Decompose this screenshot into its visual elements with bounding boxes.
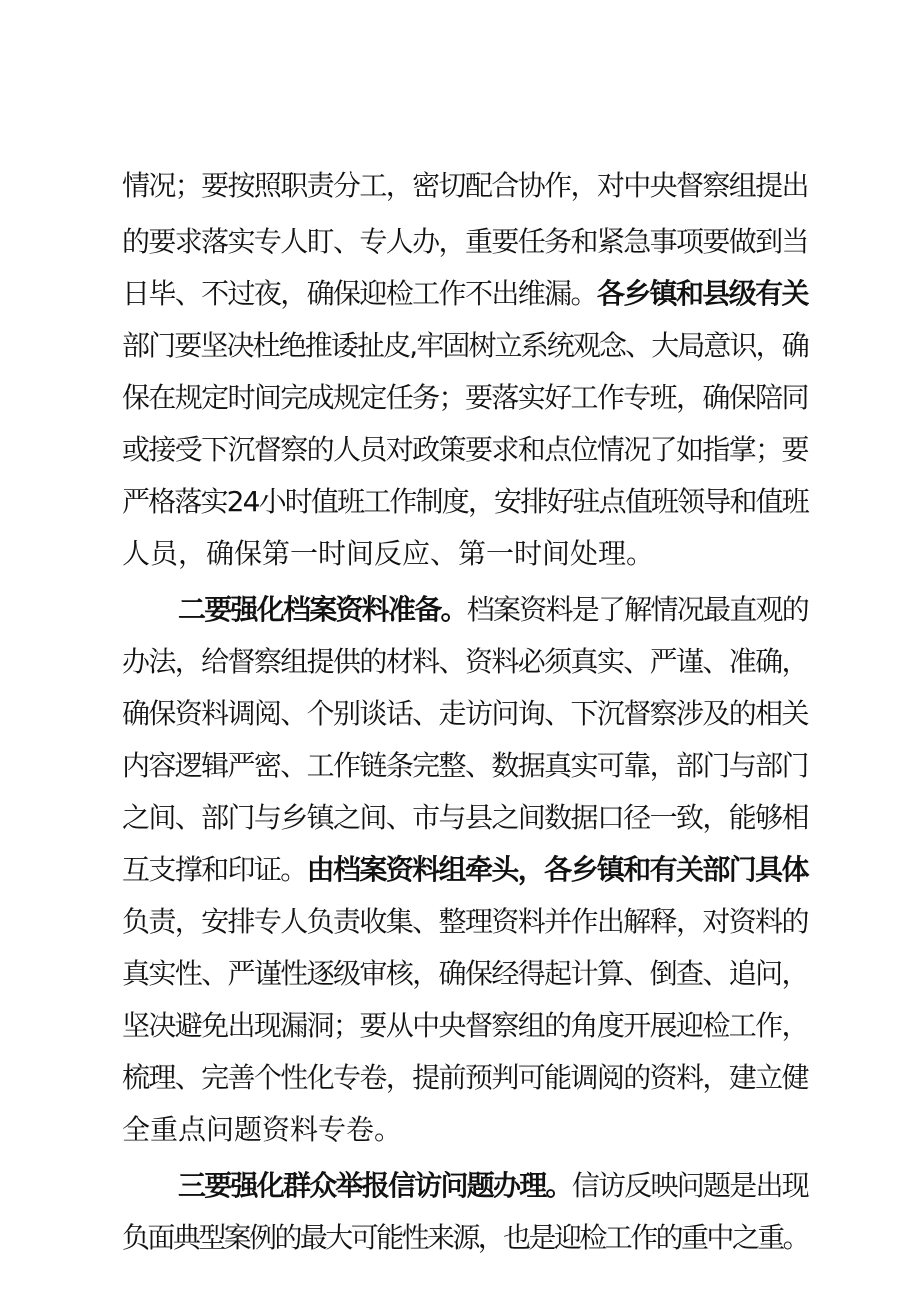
text-line: [122, 1112, 402, 1148]
text-line: [122, 644, 808, 680]
text-segment: 信访反映问题是出现: [571, 1169, 809, 1202]
text-segment: 部门要坚决杜绝推诿扯皮,牢固树立系统观念、大局意识，确: [122, 329, 808, 362]
text-line: [122, 956, 808, 992]
text-segment: 保在规定时间完成规定任务；要落实好工作专班，确保陪同: [122, 381, 808, 414]
text-segment-bold: 三要强化群众举报信访问题办理。: [178, 1169, 572, 1202]
text-segment: 档案资料是了解情况最直观的: [466, 593, 809, 626]
text-line: [122, 328, 808, 364]
text-segment: 负面典型案例的最大可能性来源，也是迎检工作的重中之重。: [122, 1221, 809, 1254]
text-segment: 的要求落实专人盯、专人办，重要任务和紧急事项要做到当: [122, 225, 808, 258]
text-line: [122, 1060, 808, 1096]
text-segment-bold: 由档案资料组牵头，各乡镇和有关部门具体: [306, 853, 808, 886]
text-line: [122, 852, 808, 888]
text-segment: 情况；要按照职责分工，密切配合协作，对中央督察组提出: [122, 169, 808, 202]
text-segment: 办法，给督察组提供的材料、资料必须真实、严谨、准确，: [122, 645, 808, 678]
text-line: [122, 1008, 808, 1044]
text-line: [122, 904, 808, 940]
text-segment: 人员，确保第一时间反应、第一时间处理。: [122, 537, 655, 570]
text-segment-bold: 二要强化档案资料准备。: [178, 593, 467, 626]
text-line: [178, 592, 808, 628]
text-line: [122, 432, 808, 468]
text-line: [122, 168, 808, 204]
text-segment: 互支撑和印证。: [122, 853, 307, 886]
text-segment: 日毕、不过夜，确保迎检工作不出维漏。: [122, 277, 597, 310]
text-line: [122, 224, 808, 260]
text-line: [122, 800, 808, 836]
text-segment: 严格落实24小时值班工作制度，安排好驻点值班领导和值班: [122, 485, 808, 518]
text-segment: 坚决避免出现漏洞；要从中央督察组的角度开展迎检工作，: [122, 1009, 808, 1042]
text-line: [122, 696, 808, 732]
text-segment: 内容逻辑严密、工作链条完整、数据真实可靠，部门与部门: [122, 749, 808, 782]
text-line: [122, 748, 808, 784]
text-segment: 全重点问题资料专卷。: [122, 1113, 403, 1146]
text-segment: 或接受下沉督察的人员对政策要求和点位情况了如指掌；要: [122, 433, 808, 466]
text-line: [122, 1220, 808, 1256]
text-segment: 真实性、严谨性逐级审核，确保经得起计算、倒查、追问，: [122, 957, 808, 990]
text-line: [122, 484, 808, 520]
text-segment: 梳理、完善个性化专卷，提前预判可能调阅的资料，建立健: [122, 1061, 808, 1094]
text-line: [122, 536, 654, 572]
text-segment: 负责，安排专人负责收集、整理资料并作出解释，对资料的: [122, 905, 808, 938]
text-segment-bold: 各乡镇和县级有关: [596, 277, 808, 310]
text-line: [122, 276, 808, 312]
text-segment: 之间、部门与乡镇之间、市与县之间数据口径一致，能够相: [122, 801, 808, 834]
text-line: [178, 1168, 808, 1204]
text-line: [122, 380, 808, 416]
text-segment: 确保资料调阅、个别谈话、走访问询、下沉督察涉及的相关: [122, 697, 808, 730]
